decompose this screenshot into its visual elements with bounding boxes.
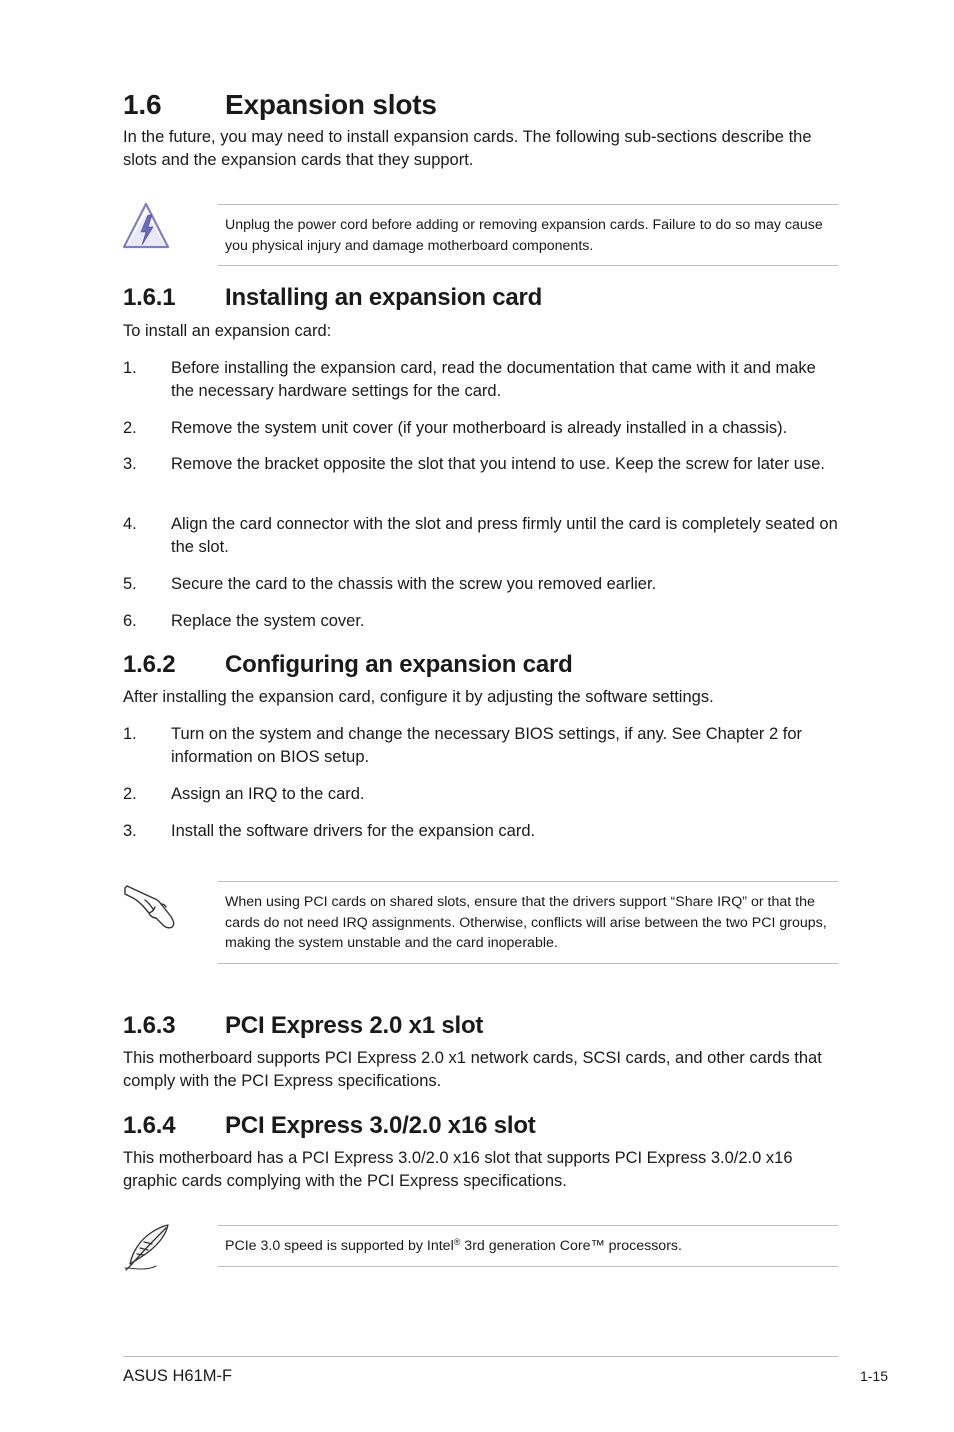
pointing-hand-icon: [123, 878, 179, 930]
note-text-start: PCIe 3.0 speed is supported by Intel: [225, 1238, 454, 1254]
list-text: Secure the card to the chassis with the screw you removed earlier.: [171, 575, 657, 593]
section-intro: After installing the expansion card, configure it by adjusting the software settings.: [123, 688, 714, 706]
note-box: [218, 881, 838, 964]
section-title: Expansion slots: [225, 89, 437, 120]
section-number: 1.6.4: [123, 1112, 176, 1139]
section-body: This motherboard supports PCI Express 2.0 x1 network cards, SCSI cards, and other cards that comply with the PCI Express specifications.: [123, 1049, 822, 1090]
feather-pen-icon: [122, 1222, 174, 1272]
list-text: Install the software drivers for the expansion card.: [171, 822, 536, 840]
footer-product-name: ASUS H61M-F: [123, 1367, 233, 1385]
section-heading-1-6-3: [123, 1014, 838, 1042]
list-text: Remove the bracket opposite the slot that you intend to use. Keep the screw for later use.: [171, 455, 825, 473]
list-item: [123, 453, 838, 499]
section-number: 1.6.1: [123, 284, 176, 311]
warning-lightning-icon: [121, 201, 171, 251]
list-number: 2.: [123, 785, 137, 803]
note-box: [218, 1225, 838, 1267]
warning-text: Unplug the power cord before adding or removing expansion cards. Failure to do so may cause you physical injury and damage motherboard components.: [225, 217, 823, 254]
list-item: [123, 723, 838, 769]
footer-divider: [123, 1356, 838, 1357]
list-number: 3.: [123, 455, 137, 473]
list-number: 1.: [123, 359, 137, 377]
list-item: [123, 513, 838, 559]
list-text: Align the card connector with the slot and press firmly until the card is completely seated on the slot.: [171, 515, 838, 556]
list-item: [123, 820, 838, 843]
list-number: 4.: [123, 515, 137, 533]
list-number: 6.: [123, 612, 137, 630]
registered-mark: ®: [453, 1237, 461, 1247]
section-title: Configuring an expansion card: [225, 651, 573, 678]
section-title: PCI Express 3.0/2.0 x16 slot: [225, 1112, 536, 1139]
list-text: Turn on the system and change the necessary BIOS settings, if any. See Chapter 2 for information on BIOS setup.: [171, 725, 803, 766]
list-item: [123, 417, 838, 440]
list-text: Replace the system cover.: [171, 612, 365, 630]
section-number: 1.6.2: [123, 651, 176, 678]
list-item: [123, 573, 838, 596]
section-body: This motherboard has a PCI Express 3.0/2.0 x16 slot that supports PCI Express 3.0/2.0 x16 graphic cards complying with the PCI Express specifications.: [123, 1149, 793, 1190]
note-text-end: 3rd generation Core™ processors.: [460, 1238, 682, 1254]
section-number: 1.6.3: [123, 1012, 176, 1039]
section-heading-1-6: [123, 91, 838, 121]
note-text: [225, 1236, 839, 1257]
list-item: [123, 783, 838, 806]
list-number: 2.: [123, 419, 137, 437]
section-heading-1-6-1: [123, 286, 838, 314]
footer-page-number: 1-15: [859, 1368, 888, 1384]
warning-box: [218, 204, 838, 266]
note-text: When using PCI cards on shared slots, ensure that the drivers support “Share IRQ” or that the cards do not need IRQ assignments. Otherwise, conflicts will arise between the two PCI groups, making the system unstable and the card inoperable.: [225, 894, 827, 951]
section-title: Installing an expansion card: [225, 284, 543, 311]
section-heading-1-6-2: [123, 653, 838, 681]
section-heading-1-6-4: [123, 1114, 838, 1142]
list-text: Before installing the expansion card, read the documentation that came with it and make the necessary hardware settings for the card.: [171, 359, 816, 400]
list-number: 3.: [123, 822, 137, 840]
section-title: PCI Express 2.0 x1 slot: [225, 1012, 484, 1039]
list-text: Remove the system unit cover (if your motherboard is already installed in a chassis).: [171, 419, 788, 437]
section-intro: In the future, you may need to install expansion cards. The following sub-sections describe the slots and the expansion cards that they support.: [123, 128, 812, 169]
section-number: 1.6: [123, 89, 162, 120]
list-item: [123, 357, 838, 403]
list-item: [123, 610, 838, 633]
list-text: Assign an IRQ to the card.: [171, 785, 365, 803]
list-number: 5.: [123, 575, 137, 593]
list-number: 1.: [123, 725, 137, 743]
section-intro: To install an expansion card:: [123, 322, 332, 340]
